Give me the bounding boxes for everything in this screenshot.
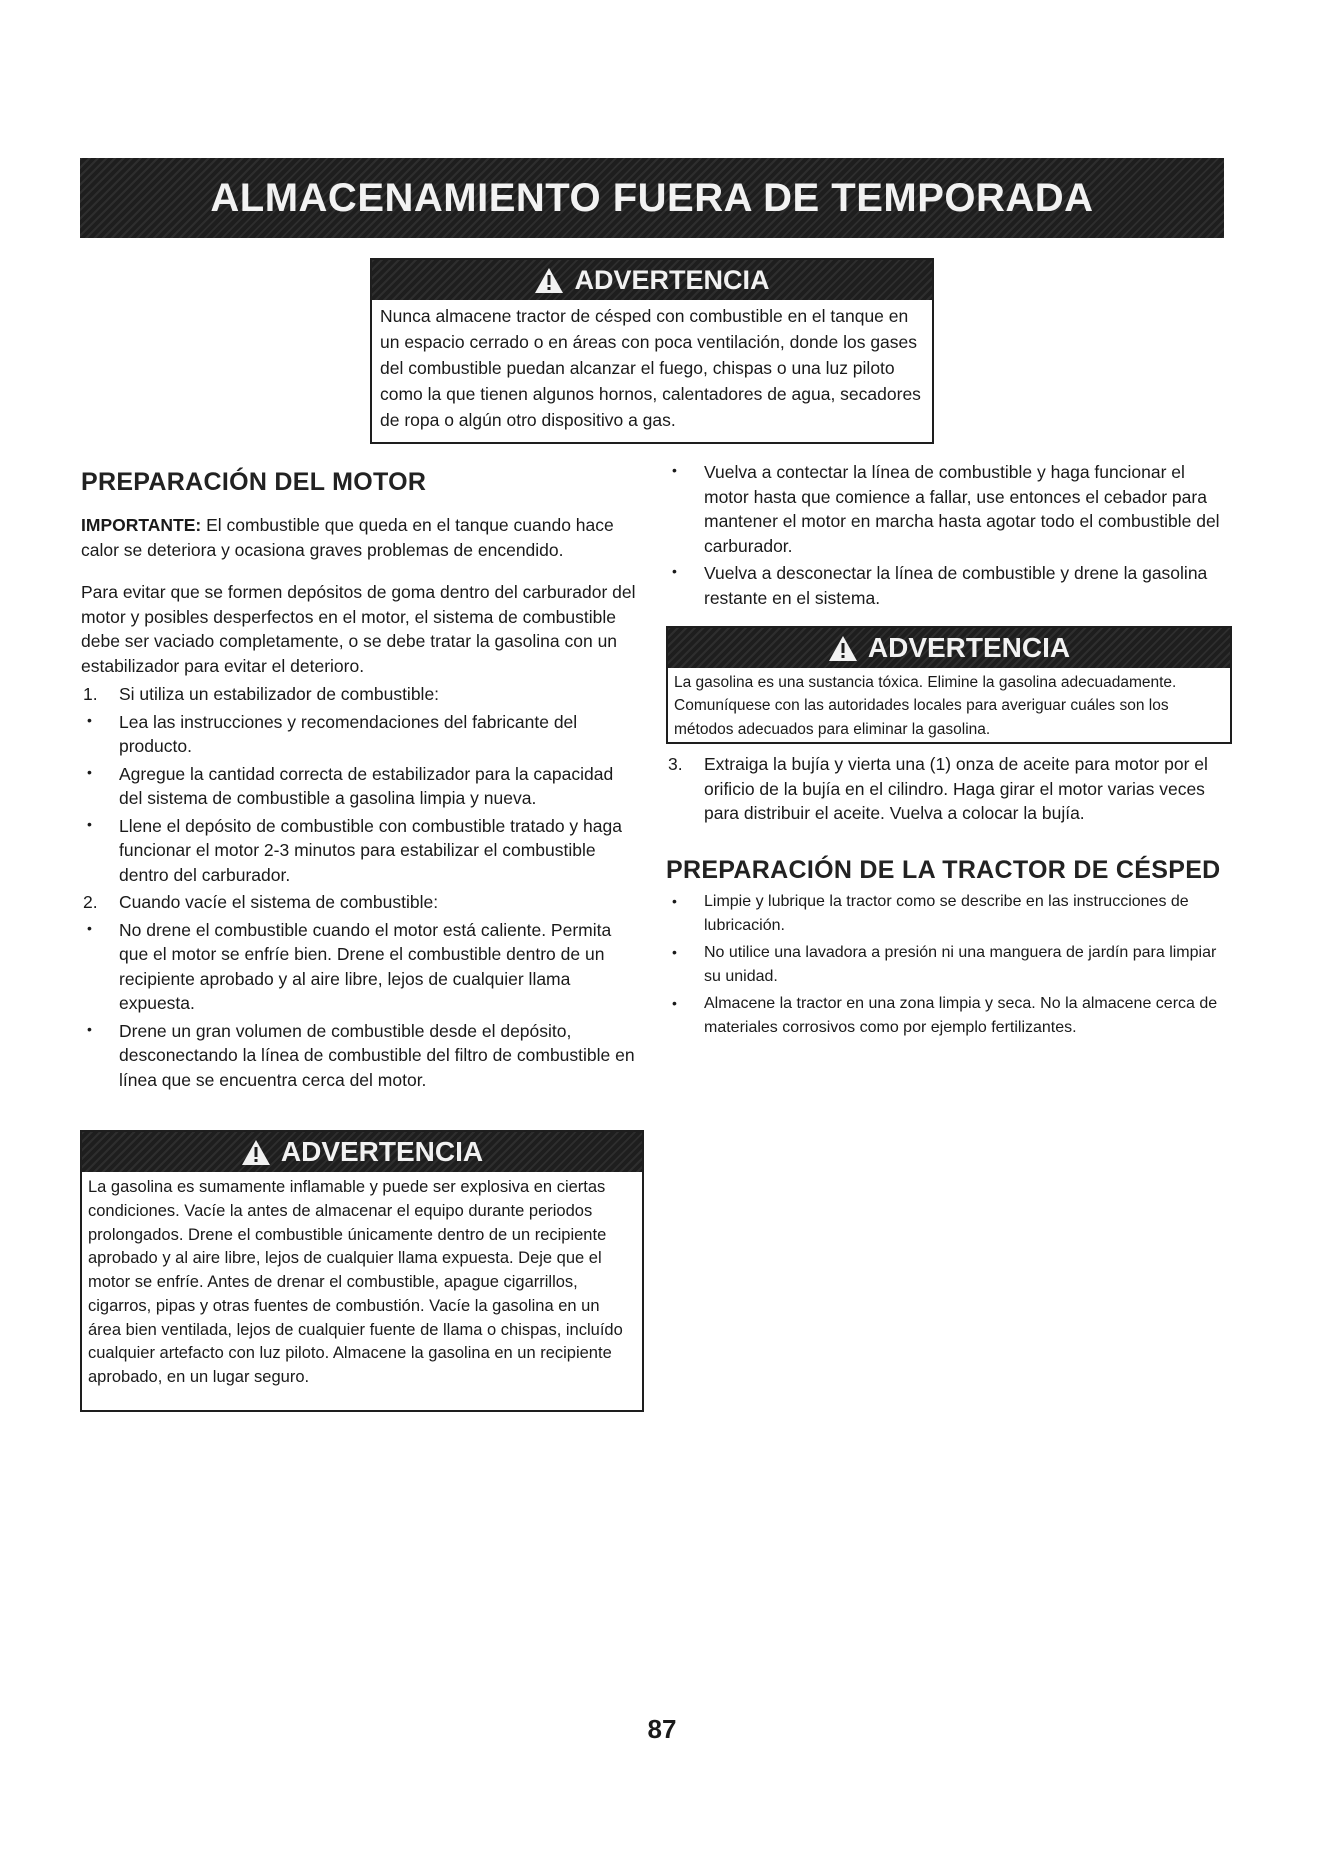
step-number: 2. [83,892,98,912]
page-title-banner [80,158,1224,238]
warning-label: ADVERTENCIA [867,632,1071,663]
step-number: 1. [83,684,98,704]
page-number: 87 [647,1714,677,1744]
bullet-icon: • [87,815,92,832]
bullet-text: Drene un gran volumen de combustible desde el depósito, desconectando la línea de combustible del filtro de combustible en línea que se encuentra cerca del motor. [119,1020,635,1090]
step-text: Extraiga la bujía y vierta una (1) onza de aceite para motor por el orificio de la bujía en el cilindro. Haga girar el motor varias veces para distribuir el aceite. Vuelva a colocar la bujía. [704,754,1208,823]
warning-triangle-icon [828,635,858,662]
important-text: El combustible que queda en el tanque cuando hace calor se deteriora y ocasiona graves problemas de encendido. [81,515,614,560]
list-item [666,941,1226,989]
warning-text: La gasolina es una sustancia tóxica. Elimine la gasolina adecuadamente. Comuníquese con las autoridades locales para averiguar cuáles son los métodos adecuados para eliminar la gasolina. [674,674,1177,738]
bullet-text: Agregue la cantidad correcta de estabilizador para la capacidad del sistema de combustible a gasolina limpia y nueva. [119,763,614,808]
bullet-text: No drene el combustible cuando el motor está caliente. Permita que el motor se enfríe bien. Drene el combustible dentro de un recipiente aprobado y al aire libre, lejos de cualquier llama expuesta. [119,919,612,1013]
list-item [666,561,1226,610]
bullet-icon: • [672,995,677,1011]
bullet-icon: • [672,563,677,579]
warning-text: La gasolina es sumamente inflamable y puede ser explosiva en ciertas condiciones. Vacíe la antes de almacenar el equipo durante periodos prolongados. Drene el combustible únicamente dentro de un recipiente aprobado y al aire libre, lejos de cualquier llama expuesta. Deje que el motor se enfríe. Antes de drenar el combustible, apague cigarrillos, cigarros, pipas y otras fuentes de combustión. Vacíe la gasolina en un área bien ventilada, lejos de cualquier fuente de llama o chispas, incluído cualquier artefacto con luz piloto. Almacene la gasolina en un recipiente aprobado, en un lugar seguro. [88,1178,623,1386]
warning-box-gasoline-flammable [80,1130,644,1412]
step-text: Si utiliza un estabilizador de combustible: [119,684,440,704]
list-item-step-1 [81,682,641,707]
section-heading-tractor: PREPARACIÓN DE LA TRACTOR DE CÉSPED [666,856,1221,884]
bullet-icon: • [87,919,92,936]
warning-header [82,1132,642,1172]
warning-label: ADVERTENCIA [280,1136,484,1167]
intro-paragraph: Para evitar que se formen depósitos de goma dentro del carburador del motor y posibles desperfectos en el motor, el sistema de combustible debe ser vaciado completamente, o se debe tratar la gasolina con un estabilizador para evitar el deterioro. [81,582,636,676]
bullet-icon: • [87,1020,92,1037]
section-heading-motor: PREPARACIÓN DEL MOTOR [81,468,427,496]
right-column-tractor [666,890,1226,1043]
warning-triangle-icon [241,1139,271,1166]
warning-box-storage [370,258,934,444]
bullet-icon: • [87,763,92,780]
warning-text: Nunca almacene tractor de césped con combustible en el tanque en un espacio cerrado o en áreas con poca ventilación, donde los gases del combustible puedan alcanzar el fuego, chispas o una luz piloto como la que tienen algunos hornos, calentadores de agua, secadores de ropa o algún otro dispositivo a gas. [380,306,921,430]
right-column-top [666,460,1226,613]
left-column [81,513,641,1095]
bullet-text: Vuelva a desconectar la línea de combustible y drene la gasolina restante en el sistema. [704,563,1208,608]
bullet-icon: • [672,893,677,909]
list-item [81,918,641,1016]
bullet-text: Lea las instrucciones y recomendaciones del fabricante del producto. [119,711,578,756]
step-text: Cuando vacíe el sistema de combustible: [119,892,439,912]
list-item [666,460,1226,558]
bullet-text: Almacene la tractor en una zona limpia y seca. No la almacene cerca de materiales corrosivos como por ejemplo fertilizantes. [704,995,1218,1036]
right-column-step-3 [666,752,1226,829]
warning-label: ADVERTENCIA [574,264,770,295]
step-number: 3. [668,754,683,774]
bullet-icon: • [87,711,92,728]
list-item-step-2 [81,890,641,915]
bullet-icon: • [672,944,677,960]
bullet-text: Llene el depósito de combustible con combustible tratado y haga funcionar el motor 2-3 minutos para estabilizar el combustible dentro del carburador. [119,815,622,885]
important-label: IMPORTANTE: [81,515,202,535]
warning-header [668,628,1230,668]
warning-triangle-icon [534,267,564,294]
list-item [666,890,1226,938]
list-item [81,1019,641,1093]
warning-box-gasoline-toxic [666,626,1232,744]
list-item [81,710,641,759]
bullet-text: No utilice una lavadora a presión ni una manguera de jardín para limpiar su unidad. [704,944,1217,985]
list-item-step-3 [666,752,1226,826]
important-note [81,513,641,562]
bullet-text: Vuelva a contectar la línea de combustible y haga funcionar el motor hasta que comience a fallar, use entonces el cebador para mantener el motor en marcha hasta agotar todo el combustible del carburador. [704,462,1220,556]
list-item [81,814,641,888]
list-item [666,992,1226,1040]
list-item [81,762,641,811]
page-title: ALMACENAMIENTO FUERA DE TEMPORADA [210,175,1094,220]
bullet-text: Limpie y lubrique la tractor como se describe en las instrucciones de lubricación. [704,893,1189,934]
bullet-icon: • [672,462,677,478]
warning-header [372,260,932,300]
